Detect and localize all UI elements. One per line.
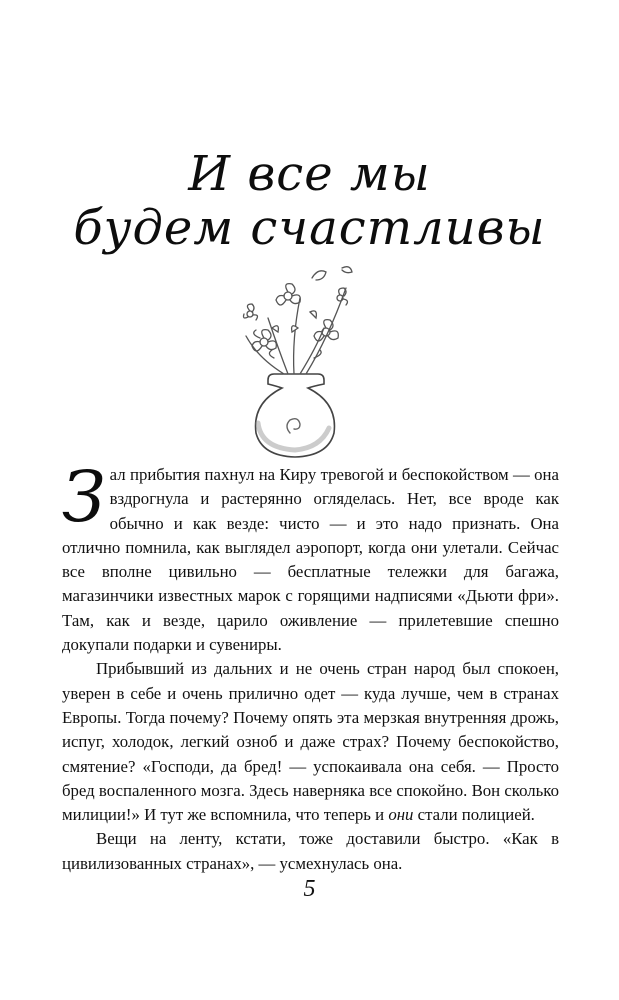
chapter-title-line-2: будем счастливы	[73, 200, 546, 256]
page-number: 5	[303, 876, 316, 902]
drop-cap: З	[62, 456, 106, 538]
paragraph-2-emphasis: они	[388, 805, 414, 825]
body-text	[62, 456, 559, 876]
paragraph-3: Вещи на ленту, кстати, тоже доставили быстро. «Как в цивилизованных странах», — усмехнулась она.	[62, 829, 559, 873]
chapter-title-line-1: И все мы	[188, 146, 431, 202]
paragraph-1-text: ал прибытия пахнул на Киру тревогой и беспокойством — она вздрогнула и растерянно огляделась. Нет, все вроде как обычно и как везде: чисто — и это надо признать. Она отлично помнила, как выглядел аэропорт, когда они улетали. Сейчас все вполне цивильно — бесплатные тележки для багажа, магазинчики известных марок с горящими надписями «Дьюти фри». Там, как и везде, царило оживление — прилетевшие спешно докупали подарки и сувениры.	[62, 465, 559, 655]
paragraph-2-text-a: Прибывший из дальних и не очень стран народ был спокоен, уверен в себе и очень прилично одет — куда лучше, чем в странах Европы. Тогда почему? Почему опять эта мерзкая внутренняя дрожь, испуг, холодок, легкий озноб и даже страх? Почему беспокойство, смятение? «Господи, да бред! — успокаивала она себя. — Просто бред воспаленного мозга. Здесь наверняка все спокойно. Вон сколько милиции!» И тут же вспомнила, что теперь и	[62, 659, 559, 825]
paragraph-2	[62, 657, 559, 827]
paragraph-1	[62, 456, 559, 657]
flower-vase-icon	[228, 258, 362, 458]
paragraph-2-text-b: стали полицией.	[417, 805, 535, 825]
